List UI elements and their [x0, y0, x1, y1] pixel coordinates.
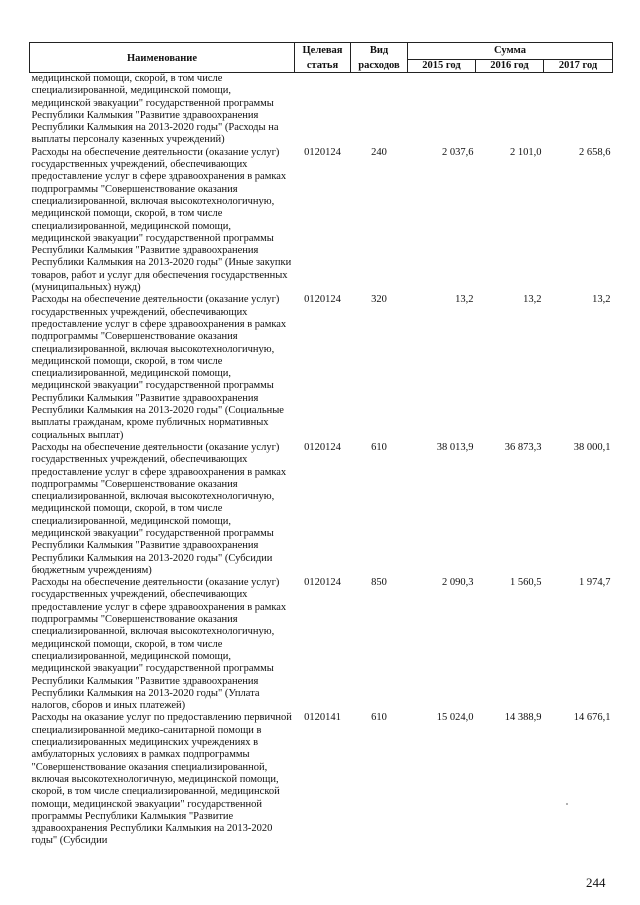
table-row	[30, 712, 613, 847]
row-sum-2015: 2 037,6	[442, 146, 474, 158]
row-name: Расходы на обеспечение деятельности (оказание услуг) государственных учреждений, обеспечивающих предоставление услуг в сфере здравоохранения в рамках подпрограммы "Совершенствование оказания специализированной, включая высокотехнологичную, медицинской помощи, скорой, в том числе специализированной, медицинской помощи, медицинской эвакуации" государственной программы Республики Калмыкия "Развитие здравоохранения Республики Калмыкия на 2013-2020 годы" (Иные закупки товаров, работ и услуг для обеспечения государственных (муниципальных) нужд)	[31, 146, 292, 294]
row-target-article: 0120124	[304, 294, 341, 306]
row-sum-2015: 15 024,0	[436, 712, 474, 724]
row-sum-2015: 13,2	[455, 294, 474, 306]
row-expense-type: 320	[371, 294, 387, 306]
row-sum-2016: 2 101,0	[510, 146, 542, 158]
budget-table	[29, 42, 613, 848]
row-name: Расходы на оказание услуг по предоставлению первичной специализированной медико-санитарной помощи в специализированных медицинских учреждениях в амбулаторных условиях в рамках подпрограммы "Совершенствование оказания специализированной, включая высокотехнологичную, медицинской помощи, скорой, в том числе специализированной, медицинской помощи, медицинской эвакуации" государственной программы Республики Калмыкия "Развитие здравоохранения Республики Калмыкия на 2013-2020 годы" (Субсидии	[31, 712, 292, 847]
header-expense-type-line1: Вид	[351, 43, 408, 60]
row-sum-2017	[544, 73, 613, 147]
page-number: 244	[586, 875, 606, 890]
row-target-article: 0120124	[304, 441, 341, 453]
row-target-article	[295, 73, 351, 147]
row-sum-2016: 13,2	[523, 294, 542, 306]
table-header	[30, 43, 613, 73]
row-sum-2017: 38 000,1	[573, 441, 611, 453]
table-row	[30, 442, 613, 577]
row-expense-type	[351, 73, 408, 147]
table-row	[30, 577, 613, 712]
row-sum-2015	[408, 73, 476, 147]
table-row	[30, 73, 613, 147]
header-target-article-line2: статья	[295, 60, 351, 73]
header-name-label: Наименование	[30, 53, 295, 66]
row-name: Расходы на обеспечение деятельности (оказание услуг) государственных учреждений, обеспечивающих предоставление услуг в сфере здравоохранения в рамках подпрограммы "Совершенствование оказания специализированной, включая высокотехнологичную, медицинской помощи, скорой, в том числе специализированной, медицинской помощи, медицинской эвакуации" государственной программы Республики Калмыкия "Развитие здравоохранения Республики Калмыкия на 2013-2020 годы" (Субсидии бюджетным учреждениям)	[31, 441, 287, 576]
row-expense-type: 610	[371, 712, 387, 724]
table-row	[30, 294, 613, 442]
header-year-2015: 2015 год	[408, 60, 476, 73]
row-expense-type: 240	[371, 146, 387, 158]
header-year-2016: 2016 год	[476, 60, 544, 73]
row-sum-2015: 38 013,9	[436, 441, 474, 453]
row-sum-2017: 2 658,6	[579, 146, 611, 158]
row-sum-2015: 2 090,3	[442, 577, 474, 589]
row-target-article: 0120124	[304, 577, 341, 589]
scan-artifact-dot	[566, 803, 568, 805]
row-expense-type: 610	[371, 441, 387, 453]
row-name: Расходы на обеспечение деятельности (оказание услуг) государственных учреждений, обеспечивающих предоставление услуг в сфере здравоохранения в рамках подпрограммы "Совершенствование оказания специализированной, включая высокотехнологичную, медицинской помощи, скорой, в том числе специализированной, медицинской помощи, медицинской эвакуации" государственной программы Республики Калмыкия "Развитие здравоохранения Республики Калмыкия на 2013-2020 годы" (Социальные выплаты гражданам, кроме публичных нормативных социальных выплат)	[31, 294, 287, 441]
row-target-article: 0120141	[304, 712, 341, 724]
row-expense-type: 850	[371, 577, 387, 589]
row-sum-2016: 36 873,3	[504, 441, 542, 453]
table-body	[30, 73, 613, 848]
row-sum-2016: 14 388,9	[504, 712, 542, 724]
header-year-2017: 2017 год	[544, 60, 613, 73]
header-expense-type-line2: расходов	[351, 60, 408, 73]
row-name: Расходы на обеспечение деятельности (оказание услуг) государственных учреждений, обеспечивающих предоставление услуг в сфере здравоохранения в рамках подпрограммы "Совершенствование оказания специализированной, включая высокотехнологичную, медицинской помощи, скорой, в том числе специализированной, медицинской помощи, медицинской эвакуации" государственной программы Республики Калмыкия "Развитие здравоохранения Республики Калмыкия на 2013-2020 годы" (Уплата налогов, сборов и иных платежей)	[31, 577, 287, 712]
row-sum-2017: 14 676,1	[573, 712, 611, 724]
row-name: медицинской помощи, скорой, в том числе специализированной, медицинской помощи, медицинской эвакуации" государственной программы Республики Калмыкия "Развитие здравоохранения Республики Калмыкия на 2013-2020 годы" (Расходы на выплаты персоналу казенных учреждений)	[31, 73, 279, 146]
header-sum: Сумма	[408, 43, 613, 60]
row-sum-2016: 1 560,5	[510, 577, 542, 589]
header-target-article-line1: Целевая	[295, 43, 351, 60]
table-row	[30, 147, 613, 295]
row-sum-2017: 13,2	[592, 294, 611, 306]
row-target-article: 0120124	[304, 146, 341, 158]
row-sum-2017: 1 974,7	[579, 577, 611, 589]
row-sum-2016	[476, 73, 544, 147]
